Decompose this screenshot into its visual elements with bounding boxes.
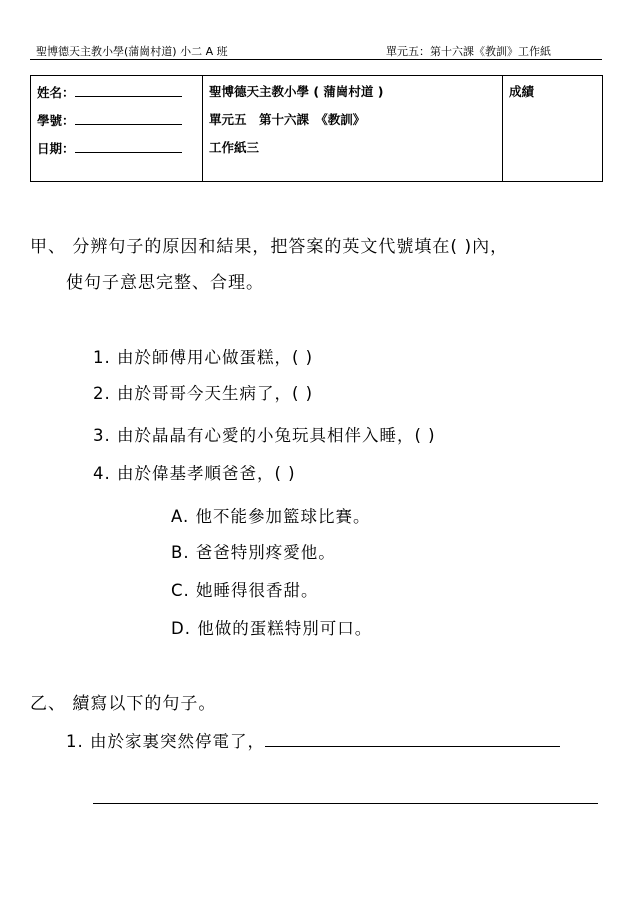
student-info-cell [31,76,203,182]
section-b-heading: 乙、 續寫以下的句子。 [30,694,217,714]
page-header-right: 單元五：第十六課《教訓》工作紙 [386,45,551,58]
page-header-left: 聖博德天主教小學(蒲崗村道) 小二 A 班 [36,45,228,58]
number-label: 學號： [37,113,75,128]
score-cell[interactable] [503,76,603,182]
name-field[interactable] [75,82,182,97]
header-divider [30,59,602,60]
name-label: 姓名： [37,85,75,100]
school-name: 聖博德天主教小學 ( 蒲崗村道 ) [209,84,384,99]
number-field[interactable] [75,110,182,125]
answer-line-1[interactable] [265,730,560,747]
option-b: B. 爸爸特別疼愛他。 [171,543,336,562]
option-c: C. 她睡得很香甜。 [171,581,319,600]
question-a3: 3. 由於晶晶有心愛的小兔玩具相伴入睡，( ) [93,426,436,445]
answer-line-2[interactable] [93,803,598,804]
lesson-title: 單元五 第十六課 《教訓》 [209,112,366,127]
info-table [30,75,603,182]
date-label: 日期： [37,141,75,156]
question-b1-text: 1. 由於家裏突然停電了， [66,732,265,751]
score-label: 成績 [509,84,535,99]
section-a-heading-cont: 使句子意思完整、合理。 [66,273,264,293]
question-a4: 4. 由於偉基孝順爸爸，( ) [93,464,296,483]
question-a2: 2. 由於哥哥今天生病了，( ) [93,384,314,403]
question-b1 [66,728,560,752]
option-a: A. 他不能參加籃球比賽。 [171,507,371,526]
question-a1: 1. 由於師傅用心做蛋糕，( ) [93,348,314,367]
option-d: D. 他做的蛋糕特別可口。 [171,619,373,638]
date-field[interactable] [75,138,182,153]
lesson-info-cell [203,76,503,182]
section-a-heading: 甲、 分辨句子的原因和結果，把答案的英文代號填在( )內， [30,237,509,257]
worksheet-title: 工作紙三 [209,140,260,155]
